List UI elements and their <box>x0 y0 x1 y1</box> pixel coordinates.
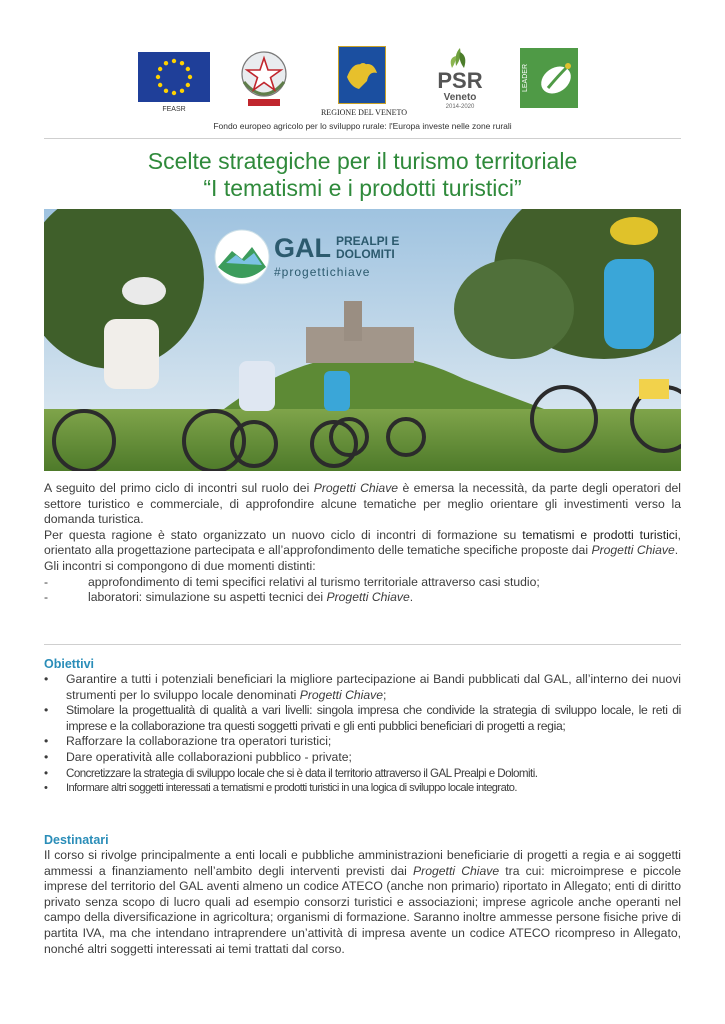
psr-years: 2014-2020 <box>445 104 475 110</box>
eu-star-icon <box>180 89 184 93</box>
psr-veneto-logo <box>436 44 484 114</box>
eu-star-icon <box>172 59 176 63</box>
objectives-section <box>44 656 681 797</box>
eu-star-icon <box>158 83 162 87</box>
logo-strip <box>0 40 725 120</box>
dash-item-1: - approfondimento di temi specifici relativi al turismo territoriale attraverso casi studio; <box>44 574 540 589</box>
eu-star-icon <box>186 83 190 87</box>
eu-star-icon <box>158 67 162 71</box>
intro-paragraph-3: Gli incontri si compongono di due momenti distinti: <box>44 558 316 573</box>
middle-divider <box>44 644 681 645</box>
eu-star-icon <box>164 89 168 93</box>
feasr-label: FEASR <box>162 106 186 113</box>
dash-item-2: - laboratori: simulazione su aspetti tecnici dei Progetti Chiave. <box>44 590 414 605</box>
gal-name-line1: PREALPI E <box>336 234 400 248</box>
intro-paragraph-2: Per questa ragione è stato organizzato un nuovo ciclo di incontri di formazione su tematismi e prodotti turistici, orientato alla progettazione partecipata e all’approfondimento delle tematiche specifiche proposte dai Progetti Chiave. <box>44 527 681 558</box>
psr-title: PSR <box>437 68 483 93</box>
eu-star-icon <box>164 61 168 65</box>
list-item: • Informare altri soggetti interessati a tematismi e prodotti turistici in una logica di sviluppo locale integrato. <box>44 782 517 795</box>
intro-paragraph-1: A seguito del primo ciclo di incontri sul ruolo dei Progetti Chiave è emersa la necessità, da parte degli operatori del settore turistico e commerciale, di approfondire alcune tematiche per meglio orientare gli investimenti verso la domanda turistica. <box>44 481 682 527</box>
recipients-heading: Destinatari <box>44 833 109 847</box>
gal-wordmark: GAL <box>274 233 331 263</box>
eu-stars-icon <box>138 52 210 102</box>
eu-star-icon <box>156 75 160 79</box>
top-divider <box>44 138 681 139</box>
topic-highlight: tematismi e prodotti turistici <box>522 527 678 542</box>
gal-name-line2: DOLOMITI <box>336 247 395 261</box>
leader-logo <box>520 48 578 108</box>
eu-star-icon <box>186 67 190 71</box>
regione-veneto-label: REGIONE DEL VENETO <box>320 108 408 117</box>
list-item: • Dare operatività alle collaborazioni pubblico - private; <box>44 749 352 764</box>
objectives-heading: Obiettivi <box>44 657 95 671</box>
regione-veneto-logo <box>338 46 386 104</box>
list-item: • Stimolare la progettualità di qualità a vari livelli: singola impresa che condivide la strategia di sviluppo locale, le reti di imprese e la collaborazione tra questi soggetti privati e gli enti pubblici beneficiari di progetti a regia; <box>44 703 681 733</box>
psr-subtitle: Veneto <box>443 92 477 103</box>
list-item: • Concretizzare la strategia di sviluppo locale che si è data il territorio attraverso il GAL Prealpi e Dolomiti. <box>44 766 538 780</box>
leader-label: LEADER <box>522 64 529 93</box>
eu-star-icon <box>188 75 192 79</box>
title-line-1: Scelte strategiche per il turismo territoriale <box>147 148 578 174</box>
recipients-paragraph: Il corso si rivolge principalmente a enti locali e pubbliche amministrazioni beneficiarie di progetti a regia e ai soggetti ammessi a finanziamento nell’ambito degli interventi previsti dai Progetti Chiave tra cui: microimprese e piccole imprese del territorio del GAL aventi almeno un codice ATECO (anche non primario) riportato in Allegato; enti di diritto privato senza scopo di lucro quali ad esempio consorzi turistici e associazioni; imprese agricole anche operanti nel campo della diversificazione in agricoltura; organismi di formazione. Saranno inoltre ammesse persone fisiche prive di partita IVA, ma che intendano intraprendere un’attività di impresa avente un codice ATECO ricompreso in Allegato, nonché altri soggetti interessati ai temi trattati dal corso. <box>44 848 681 956</box>
intro-section <box>44 481 681 606</box>
recipients-section <box>44 832 681 957</box>
cyclists-castle-photo <box>44 209 681 471</box>
gal-hashtag: #progettichiave <box>274 265 371 279</box>
eu-star-icon <box>180 61 184 65</box>
objectives-list <box>44 672 681 797</box>
eu-star-icon <box>172 91 176 95</box>
page-title <box>0 148 725 202</box>
title-line-2: “I tematismi e i prodotti turistici” <box>203 175 522 201</box>
list-item: • Garantire a tutti i potenziali beneficiari la migliore partecipazione ai Bandi pubblicati dal GAL, all’interno dei nuovi strumenti per lo sviluppo locale denominati Progetti Chiave; <box>44 672 681 702</box>
italian-republic-emblem <box>234 44 294 110</box>
list-item: • Rafforzare la collaborazione tra operatori turistici; <box>44 734 332 749</box>
eu-flag-logo <box>138 52 210 102</box>
fund-statement: Fondo europeo agricolo per lo sviluppo rurale: l'Europa investe nelle zone rurali <box>213 121 512 131</box>
